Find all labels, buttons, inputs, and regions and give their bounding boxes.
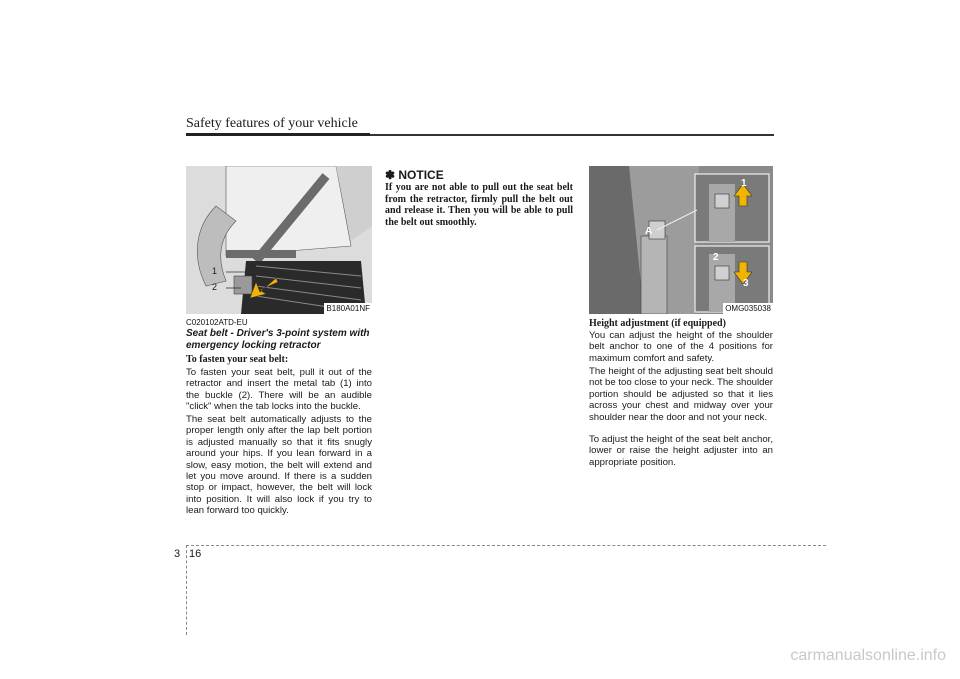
fasten-paragraph-1: To fasten your seat belt, pull it out of the retractor and insert the metal tab (1) into the buckle (2). There will be an audible "click" when the tab locks into the buckle. (186, 367, 372, 413)
height-paragraph-1: You can adjust the height of the shoulder belt anchor to one of the 4 positions for maximum comfort and safety. (589, 330, 773, 364)
height-paragraph-2: The height of the adjusting seat belt should not be too close to your neck. The shoulder portion should be adjusted so that it lies across your chest and midway over your shoulder near the door and not your neck. (589, 366, 773, 423)
callout-2: 2 (713, 252, 719, 263)
callout-1: 1 (741, 178, 747, 189)
notice-body: If you are not able to pull out the seat belt from the retractor, firmly pull the belt out and release it. Then you will be able to pull the belt out smoothly. (385, 182, 573, 228)
height-paragraph-3: To adjust the height of the seat belt anchor, lower or raise the height adjuster into an appropriate position. (589, 434, 773, 468)
watermark: carmanualsonline.info (790, 647, 946, 664)
section-code: C020102ATD-EU (186, 318, 248, 327)
figure-code: B180A01NF (326, 304, 370, 313)
footer-rule (186, 545, 826, 546)
callout-a: A (645, 226, 653, 237)
callout-2: 2 (212, 282, 218, 292)
driver-seat-belt-figure (186, 166, 372, 314)
figure-code: OMG035038 (725, 304, 771, 313)
page-number: 16 (189, 548, 202, 560)
height-adjust-figure (589, 166, 773, 314)
callout-1: 1 (212, 266, 218, 276)
fasten-subhead: To fasten your seat belt: (186, 354, 289, 365)
chapter-number: 3 (174, 548, 181, 560)
footer-vertical-rule (186, 545, 187, 635)
notice-title: ✽ NOTICE (385, 168, 444, 182)
fasten-paragraph-2: The seat belt automatically adjusts to the proper length only after the lap belt portion is adjusted manually so that it fits snugly around your hips. If you lean forward in a slow, easy motion, the belt will extend and let you move around. If there is a sudden stop or impact, however, the belt will lock into position. It will also lock if you try to lean forward too quickly. (186, 414, 372, 517)
height-adjust-subhead: Height adjustment (if equipped) (589, 318, 726, 329)
page-header-title: Safety features of your vehicle (186, 116, 358, 131)
section-title: Seat belt - Driver's 3-point system with emergency locking retractor (186, 328, 370, 351)
callout-3: 3 (743, 278, 749, 289)
header-rule-accent (186, 133, 370, 136)
